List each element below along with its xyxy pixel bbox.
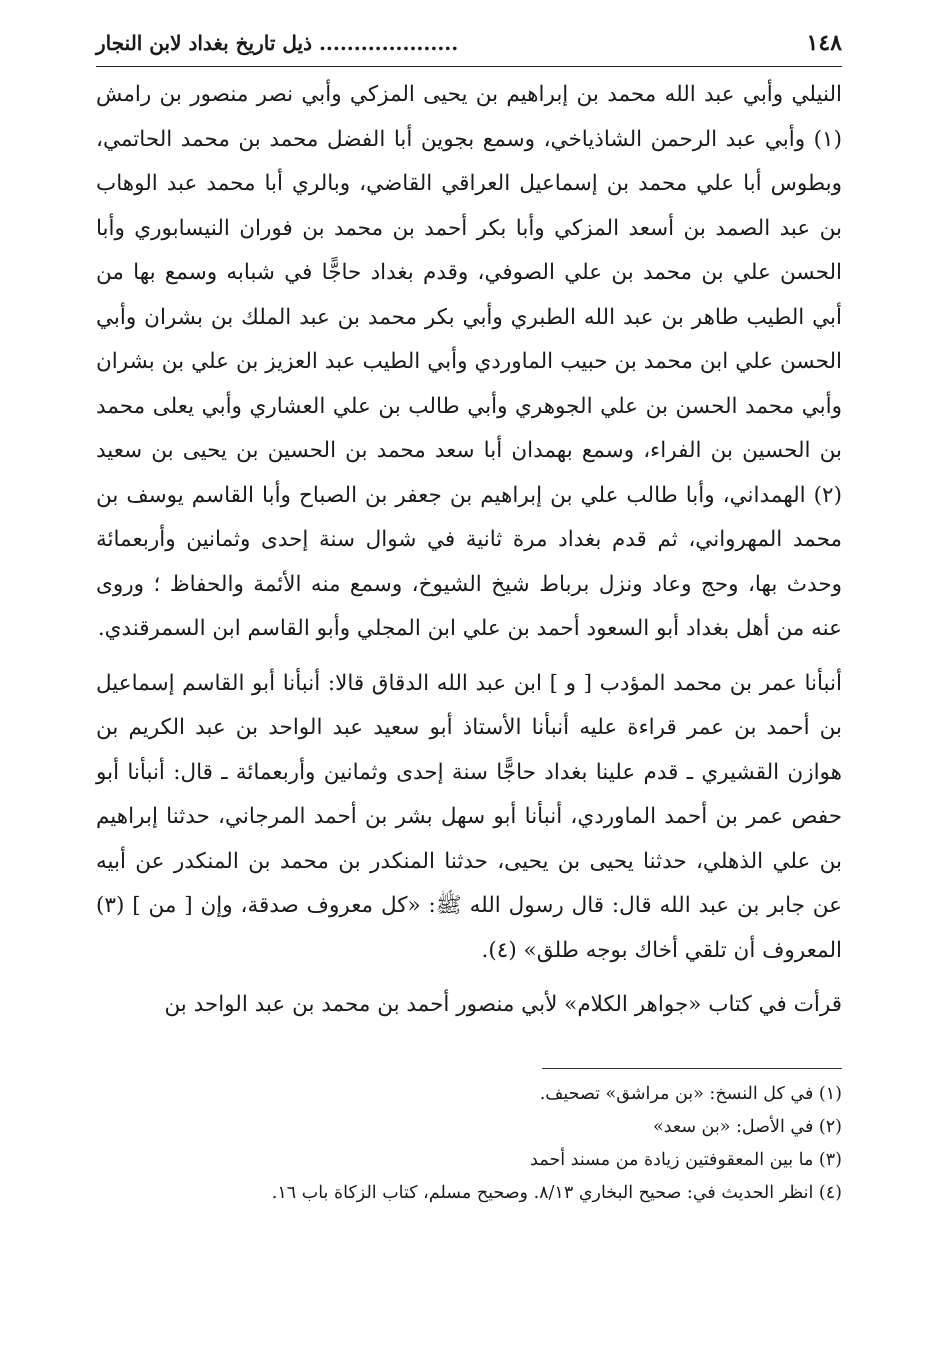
running-header: [96, 30, 842, 64]
header-rule: [96, 66, 842, 67]
paragraph-biography: النيلي وأبي عبد الله محمد بن إبراهيم بن يحيى المزكي وأبي نصر منصور بن رامش (١) وأبي عبد الرحمن الشاذياخي، وسمع بجوين أبا الفضل محمد بن محمد الحاتمي، وبطوس أبا علي محمد بن إسماعيل العراقي القاضي، وبالري أبا محمد عبد الوهاب بن عبد الصمد بن أسعد المزكي وأبا بكر أحمد بن محمد بن فوران النيسابوري وأبا الحسن علي بن محمد بن علي الصوفي، وقدم بغداد حاجًّا في شبابه وسمع بها من أبي الطيب طاهر بن عبد الله الطبري وأبي بكر محمد بن عبد الملك بن بشران وأبي الحسن علي ابن محمد بن حبيب الماوردي وأبي الطيب عبد العزيز بن علي بن بشران وأبي محمد الحسن بن علي الجوهري وأبي طالب بن علي العشاري وأبي يعلى محمد بن الحسين بن الفراء، وسمع بهمدان أبا سعد محمد بن الحسين بن يحيى بن سعيد (٢) الهمداني، وأبا طالب علي بن إبراهيم بن جعفر بن الصباح وأبا القاسم يوسف بن محمد المهرواني، ثم قدم بغداد مرة ثانية في شوال سنة إحدى وثمانين وأربعمائة وحدث بها، وحج وعاد ونزل برباط شيخ الشيوخ، وسمع منه الأئمة والحفاظ ؛ وروى عنه من أهل بغداد أبو السعود أحمد بن علي ابن المجلي وأبو القاسم ابن السمرقندي.: [96, 82, 842, 641]
paragraph-hadith-isnad: أنبأنا عمر بن محمد المؤدب [ و ] ابن عبد الله الدقاق قالا: أنبأنا أبو القاسم إسماعيل بن أحمد بن عمر قراءة عليه أنبأنا الأستاذ أبو سعيد عبد الواحد بن عبد الكريم بن هوازن القشيري ـ قدم علينا بغداد حاجًّا سنة إحدى وثمانين وأربعمائة ـ قال: أنبأنا أبو حفص عمر بن أحمد الماوردي، أنبأنا أبو سهل بشر بن أحمد المرجاني، حدثنا إبراهيم بن علي الذهلي، حدثنا يحيى بن يحيى، حدثنا المنكدر بن محمد بن المنكدر عن أبيه عن جابر بن عبد الله قال: قال رسول الله ﷺ: «كل معروف صدقة، وإن [ من ] (٣) المعروف أن تلقي أخاك بوجه طلق» (٤).: [96, 670, 842, 963]
footnote-2: (٢) في الأصل: «بن سعد»: [652, 1117, 842, 1137]
running-title: .................... ذيل تاريخ بغداد لابن النجار: [96, 31, 459, 55]
footnotes: [96, 1078, 842, 1210]
footnote-4: (٤) انظر الحديث في: صحيح البخاري ٨/١٣. وصحيح مسلم، كتاب الزكاة باب ١٦.: [271, 1183, 842, 1203]
page: [96, 30, 842, 1203]
footnote-rule: [542, 1068, 842, 1069]
main-text: [96, 73, 842, 1028]
paragraph-jawahir: قرأت في كتاب «جواهر الكلام» لأبي منصور أحمد بن محمد بن عبد الواحد بن: [164, 992, 842, 1017]
footnote-1: (١) في كل النسخ: «بن مراشق» تصحيف.: [539, 1084, 842, 1104]
page-number: ١٤٨: [806, 30, 842, 56]
footnote-3: (٣) ما بين المعقوفتين زيادة من مسند أحمد: [530, 1150, 842, 1170]
